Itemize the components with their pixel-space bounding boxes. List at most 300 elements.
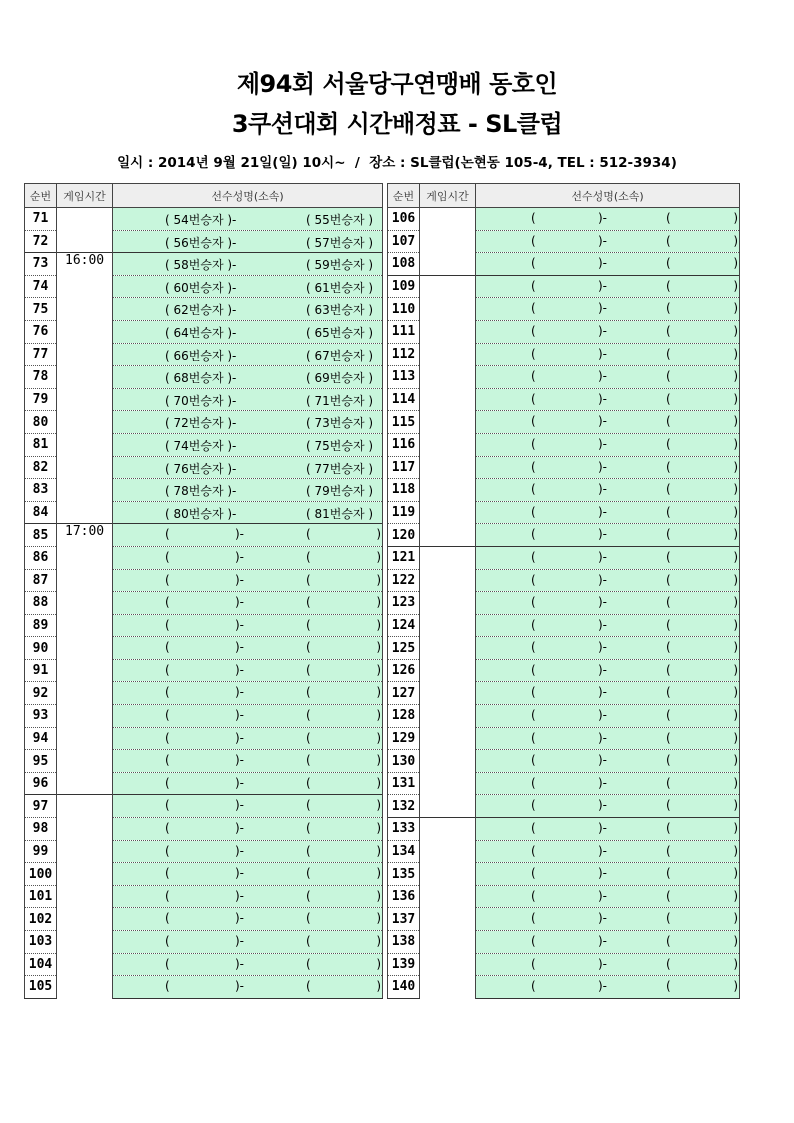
match-number: 90 xyxy=(25,637,57,660)
players-cell xyxy=(113,931,383,954)
players-cell xyxy=(113,863,383,886)
match-number: 129 xyxy=(388,727,420,750)
slot-close: ) xyxy=(376,685,381,700)
players-cell xyxy=(113,795,383,818)
players-cell xyxy=(476,253,740,276)
players-cell xyxy=(113,366,383,389)
players-cell xyxy=(476,727,740,750)
versus-dash: )- xyxy=(235,866,245,881)
player-b-slot: ( xyxy=(306,685,311,700)
players-cell xyxy=(113,208,383,231)
versus-dash: )- xyxy=(235,979,245,994)
slot-close: ) xyxy=(376,527,381,542)
schedule-table-left xyxy=(24,183,383,999)
match-number: 125 xyxy=(388,637,420,660)
players-cell xyxy=(476,840,740,863)
player-b: ( 57번승자 ) xyxy=(306,235,374,250)
match-number: 131 xyxy=(388,772,420,795)
player-b: ( 61번승자 ) xyxy=(306,280,374,295)
slot-close: ) xyxy=(733,572,738,587)
player-b: ( 81번승자 ) xyxy=(306,506,374,521)
player-b: ( 63번승자 ) xyxy=(306,303,374,318)
match-number: 77 xyxy=(25,343,57,366)
player-b-slot: ( xyxy=(666,956,671,971)
slot-close: ) xyxy=(733,346,738,361)
player-b-slot: ( xyxy=(666,459,671,474)
header-no: 순번 xyxy=(388,184,420,208)
players-cell xyxy=(113,524,383,547)
player-b-slot: ( xyxy=(666,662,671,677)
player-a-slot: ( xyxy=(165,685,170,700)
slot-close: ) xyxy=(376,956,381,971)
match-row xyxy=(388,818,740,841)
match-number: 114 xyxy=(388,388,420,411)
versus-dash: )- xyxy=(598,730,608,745)
player-b-slot: ( xyxy=(666,436,671,451)
versus-dash: )- xyxy=(235,640,245,655)
versus-dash: )- xyxy=(598,482,608,497)
match-number: 98 xyxy=(25,818,57,841)
player-a: ( 76번승자 )- xyxy=(165,461,237,476)
slot-close: ) xyxy=(376,662,381,677)
match-number: 136 xyxy=(388,885,420,908)
slot-close: ) xyxy=(733,391,738,406)
player-a-slot: ( xyxy=(165,753,170,768)
player-a-slot: ( xyxy=(531,775,536,790)
versus-dash: )- xyxy=(598,595,608,610)
player-b-slot: ( xyxy=(306,866,311,881)
match-row xyxy=(25,524,383,547)
player-b: ( 67번승자 ) xyxy=(306,348,374,363)
player-b-slot: ( xyxy=(666,911,671,926)
players-cell xyxy=(113,388,383,411)
player-a-slot: ( xyxy=(531,685,536,700)
player-b-slot: ( xyxy=(666,775,671,790)
player-b-slot: ( xyxy=(666,256,671,271)
player-b-slot: ( xyxy=(666,301,671,316)
player-b-slot: ( xyxy=(306,775,311,790)
players-cell xyxy=(476,976,740,999)
versus-dash: )- xyxy=(598,708,608,723)
player-a-slot: ( xyxy=(165,911,170,926)
player-b: ( 59번승자 ) xyxy=(306,258,374,273)
players-cell xyxy=(113,908,383,931)
match-number: 128 xyxy=(388,705,420,728)
slot-close: ) xyxy=(733,459,738,474)
player-b: ( 73번승자 ) xyxy=(306,416,374,431)
versus-dash: )- xyxy=(235,572,245,587)
match-number: 101 xyxy=(25,885,57,908)
players-cell xyxy=(113,659,383,682)
players-cell xyxy=(113,569,383,592)
slot-close: ) xyxy=(733,233,738,248)
versus-dash: )- xyxy=(598,640,608,655)
versus-dash: )- xyxy=(598,753,608,768)
slot-close: ) xyxy=(733,527,738,542)
match-number: 72 xyxy=(25,230,57,253)
players-cell xyxy=(113,501,383,524)
schedule-table-right xyxy=(387,183,740,999)
match-number: 112 xyxy=(388,343,420,366)
slot-close: ) xyxy=(733,369,738,384)
player-b-slot: ( xyxy=(666,369,671,384)
player-b-slot: ( xyxy=(306,888,311,903)
player-b-slot: ( xyxy=(666,278,671,293)
match-number: 109 xyxy=(388,275,420,298)
players-cell xyxy=(476,885,740,908)
player-a-slot: ( xyxy=(165,775,170,790)
players-cell xyxy=(113,320,383,343)
versus-dash: )- xyxy=(235,662,245,677)
player-a-slot: ( xyxy=(165,934,170,948)
players-cell xyxy=(476,953,740,976)
match-number: 104 xyxy=(25,953,57,976)
slot-close: ) xyxy=(733,482,738,497)
player-a-slot: ( xyxy=(531,979,536,994)
match-number: 83 xyxy=(25,479,57,502)
players-cell xyxy=(476,343,740,366)
versus-dash: )- xyxy=(235,775,245,790)
versus-dash: )- xyxy=(235,527,245,542)
match-number: 106 xyxy=(388,208,420,231)
versus-dash: )- xyxy=(598,369,608,384)
player-a-slot: ( xyxy=(531,301,536,316)
match-row xyxy=(25,208,383,231)
match-number: 87 xyxy=(25,569,57,592)
player-b-slot: ( xyxy=(306,527,311,542)
versus-dash: )- xyxy=(598,617,608,632)
match-number: 86 xyxy=(25,546,57,569)
slot-close: ) xyxy=(733,301,738,316)
player-a-slot: ( xyxy=(165,798,170,813)
versus-dash: )- xyxy=(235,911,245,926)
slot-close: ) xyxy=(376,595,381,610)
slot-close: ) xyxy=(733,256,738,271)
player-a: ( 56번승자 )- xyxy=(165,235,237,250)
title-line-1: 제94회 서울당구연맹배 동호인 xyxy=(236,70,558,98)
versus-dash: )- xyxy=(598,821,608,836)
match-number: 73 xyxy=(25,253,57,276)
versus-dash: )- xyxy=(598,934,608,948)
player-a-slot: ( xyxy=(531,708,536,723)
game-time-cell xyxy=(57,795,113,998)
slot-close: ) xyxy=(733,595,738,610)
match-number: 122 xyxy=(388,569,420,592)
match-number: 118 xyxy=(388,479,420,502)
slot-close: ) xyxy=(733,821,738,836)
match-number: 103 xyxy=(25,931,57,954)
match-number: 78 xyxy=(25,366,57,389)
match-number: 79 xyxy=(25,388,57,411)
slot-close: ) xyxy=(733,685,738,700)
versus-dash: )- xyxy=(598,549,608,564)
player-b: ( 75번승자 ) xyxy=(306,438,374,453)
slot-close: ) xyxy=(376,730,381,745)
player-a: ( 68번승자 )- xyxy=(165,371,237,386)
player-b-slot: ( xyxy=(666,572,671,587)
slot-close: ) xyxy=(733,911,738,926)
player-a-slot: ( xyxy=(165,662,170,677)
players-cell xyxy=(476,931,740,954)
versus-dash: )- xyxy=(598,662,608,677)
players-cell xyxy=(476,750,740,773)
player-b-slot: ( xyxy=(306,572,311,587)
player-a-slot: ( xyxy=(165,730,170,745)
match-row xyxy=(25,795,383,818)
versus-dash: )- xyxy=(598,346,608,361)
players-cell xyxy=(113,818,383,841)
versus-dash: )- xyxy=(598,956,608,971)
match-number: 135 xyxy=(388,863,420,886)
players-cell xyxy=(113,433,383,456)
header-time: 게임시간 xyxy=(57,184,113,208)
player-a-slot: ( xyxy=(531,821,536,836)
match-number: 133 xyxy=(388,818,420,841)
versus-dash: )- xyxy=(235,843,245,858)
players-cell xyxy=(113,840,383,863)
player-b-slot: ( xyxy=(666,233,671,248)
match-number: 120 xyxy=(388,524,420,547)
player-b-slot: ( xyxy=(306,843,311,858)
players-cell xyxy=(476,614,740,637)
player-a-slot: ( xyxy=(531,391,536,406)
player-a-slot: ( xyxy=(165,617,170,632)
player-a-slot: ( xyxy=(165,843,170,858)
versus-dash: )- xyxy=(598,866,608,881)
player-a-slot: ( xyxy=(531,414,536,429)
player-a: ( 58번승자 )- xyxy=(165,258,237,273)
slot-close: ) xyxy=(733,798,738,813)
match-number: 93 xyxy=(25,705,57,728)
player-b-slot: ( xyxy=(306,753,311,768)
game-time-cell xyxy=(420,208,476,276)
slot-close: ) xyxy=(376,843,381,858)
event-info: 일시 : 2014년 9월 21일(일) 10시~ / 장소 : SL클럽(논현동 105-4, TEL : 512-3934) xyxy=(117,155,677,171)
match-row xyxy=(388,208,740,231)
player-a-slot: ( xyxy=(165,527,170,542)
player-a-slot: ( xyxy=(531,278,536,293)
player-a-slot: ( xyxy=(165,572,170,587)
player-a: ( 80번승자 )- xyxy=(165,506,237,521)
player-a-slot: ( xyxy=(531,730,536,745)
match-number: 116 xyxy=(388,433,420,456)
players-cell xyxy=(476,569,740,592)
player-a: ( 74번승자 )- xyxy=(165,438,237,453)
players-cell xyxy=(476,275,740,298)
versus-dash: )- xyxy=(235,708,245,723)
match-number: 94 xyxy=(25,727,57,750)
player-a-slot: ( xyxy=(165,595,170,610)
players-cell xyxy=(476,592,740,615)
players-cell xyxy=(113,298,383,321)
player-a-slot: ( xyxy=(531,572,536,587)
match-number: 96 xyxy=(25,772,57,795)
match-number: 76 xyxy=(25,320,57,343)
match-number: 121 xyxy=(388,546,420,569)
versus-dash: )- xyxy=(598,391,608,406)
slot-close: ) xyxy=(733,549,738,564)
slot-close: ) xyxy=(376,866,381,881)
match-number: 91 xyxy=(25,659,57,682)
match-row xyxy=(25,253,383,276)
slot-close: ) xyxy=(733,730,738,745)
match-number: 107 xyxy=(388,230,420,253)
match-number: 108 xyxy=(388,253,420,276)
player-b-slot: ( xyxy=(666,843,671,858)
player-a-slot: ( xyxy=(531,504,536,519)
players-cell xyxy=(476,524,740,547)
players-cell xyxy=(476,366,740,389)
versus-dash: )- xyxy=(598,436,608,451)
players-cell xyxy=(113,546,383,569)
player-a: ( 60번승자 )- xyxy=(165,280,237,295)
players-cell xyxy=(113,456,383,479)
players-cell xyxy=(476,772,740,795)
header-no: 순번 xyxy=(25,184,57,208)
versus-dash: )- xyxy=(235,730,245,745)
player-a-slot: ( xyxy=(531,482,536,497)
match-number: 71 xyxy=(25,208,57,231)
player-b: ( 77번승자 ) xyxy=(306,461,374,476)
player-b-slot: ( xyxy=(666,323,671,338)
versus-dash: )- xyxy=(598,888,608,903)
match-number: 102 xyxy=(25,908,57,931)
player-a-slot: ( xyxy=(531,798,536,813)
player-b-slot: ( xyxy=(666,482,671,497)
versus-dash: )- xyxy=(598,233,608,248)
versus-dash: )- xyxy=(598,256,608,271)
match-number: 97 xyxy=(25,795,57,818)
player-b-slot: ( xyxy=(666,549,671,564)
match-number: 75 xyxy=(25,298,57,321)
slot-close: ) xyxy=(733,436,738,451)
player-a: ( 64번승자 )- xyxy=(165,325,237,340)
players-cell xyxy=(113,772,383,795)
player-a-slot: ( xyxy=(531,662,536,677)
player-b-slot: ( xyxy=(666,527,671,542)
player-a-slot: ( xyxy=(531,211,536,225)
match-number: 139 xyxy=(388,953,420,976)
game-time-cell xyxy=(57,208,113,253)
players-cell xyxy=(476,818,740,841)
versus-dash: )- xyxy=(235,956,245,971)
slot-close: ) xyxy=(733,617,738,632)
players-cell xyxy=(113,614,383,637)
match-number: 123 xyxy=(388,592,420,615)
player-b-slot: ( xyxy=(306,549,311,564)
player-b-slot: ( xyxy=(306,640,311,655)
players-cell xyxy=(476,501,740,524)
players-cell xyxy=(476,298,740,321)
player-a-slot: ( xyxy=(531,617,536,632)
player-a-slot: ( xyxy=(165,708,170,723)
player-a-slot: ( xyxy=(165,866,170,881)
player-b-slot: ( xyxy=(306,979,311,994)
slot-close: ) xyxy=(733,414,738,429)
players-cell xyxy=(113,411,383,434)
slot-close: ) xyxy=(733,934,738,948)
match-number: 74 xyxy=(25,275,57,298)
match-row xyxy=(388,275,740,298)
player-a-slot: ( xyxy=(531,346,536,361)
player-b-slot: ( xyxy=(306,911,311,926)
slot-close: ) xyxy=(376,572,381,587)
players-cell xyxy=(113,253,383,276)
player-a-slot: ( xyxy=(531,549,536,564)
players-cell xyxy=(113,230,383,253)
player-b-slot: ( xyxy=(306,595,311,610)
versus-dash: )- xyxy=(598,211,608,225)
match-number: 115 xyxy=(388,411,420,434)
players-cell xyxy=(113,953,383,976)
player-a-slot: ( xyxy=(165,640,170,655)
player-b-slot: ( xyxy=(306,956,311,971)
player-b-slot: ( xyxy=(666,730,671,745)
players-cell xyxy=(476,546,740,569)
versus-dash: )- xyxy=(235,617,245,632)
player-b-slot: ( xyxy=(666,640,671,655)
players-cell xyxy=(476,230,740,253)
player-b-slot: ( xyxy=(306,730,311,745)
versus-dash: )- xyxy=(235,888,245,903)
player-a: ( 54번승자 )- xyxy=(165,213,237,227)
player-b-slot: ( xyxy=(666,391,671,406)
player-a: ( 72번승자 )- xyxy=(165,416,237,431)
versus-dash: )- xyxy=(235,753,245,768)
versus-dash: )- xyxy=(598,504,608,519)
player-a-slot: ( xyxy=(165,979,170,994)
versus-dash: )- xyxy=(598,527,608,542)
player-b-slot: ( xyxy=(666,888,671,903)
slot-close: ) xyxy=(376,888,381,903)
player-b-slot: ( xyxy=(306,798,311,813)
player-a-slot: ( xyxy=(531,323,536,338)
slot-close: ) xyxy=(733,753,738,768)
slot-close: ) xyxy=(376,775,381,790)
match-number: 127 xyxy=(388,682,420,705)
match-number: 80 xyxy=(25,411,57,434)
player-a-slot: ( xyxy=(165,888,170,903)
player-b-slot: ( xyxy=(306,708,311,723)
slot-close: ) xyxy=(733,866,738,881)
slot-close: ) xyxy=(733,640,738,655)
players-cell xyxy=(476,908,740,931)
players-cell xyxy=(476,795,740,818)
player-b-slot: ( xyxy=(666,685,671,700)
versus-dash: )- xyxy=(598,911,608,926)
players-cell xyxy=(113,727,383,750)
player-b-slot: ( xyxy=(666,821,671,836)
players-cell xyxy=(113,682,383,705)
players-cell xyxy=(476,637,740,660)
players-cell xyxy=(113,275,383,298)
versus-dash: )- xyxy=(598,775,608,790)
player-a-slot: ( xyxy=(531,843,536,858)
versus-dash: )- xyxy=(598,979,608,994)
header-players: 선수성명(소속) xyxy=(113,184,383,208)
versus-dash: )- xyxy=(598,323,608,338)
versus-dash: )- xyxy=(598,459,608,474)
game-time-cell xyxy=(420,275,476,546)
versus-dash: )- xyxy=(598,843,608,858)
players-cell xyxy=(113,637,383,660)
player-b-slot: ( xyxy=(666,708,671,723)
player-a-slot: ( xyxy=(531,956,536,971)
match-number: 132 xyxy=(388,795,420,818)
match-number: 137 xyxy=(388,908,420,931)
slot-close: ) xyxy=(376,934,381,948)
player-a-slot: ( xyxy=(531,256,536,271)
